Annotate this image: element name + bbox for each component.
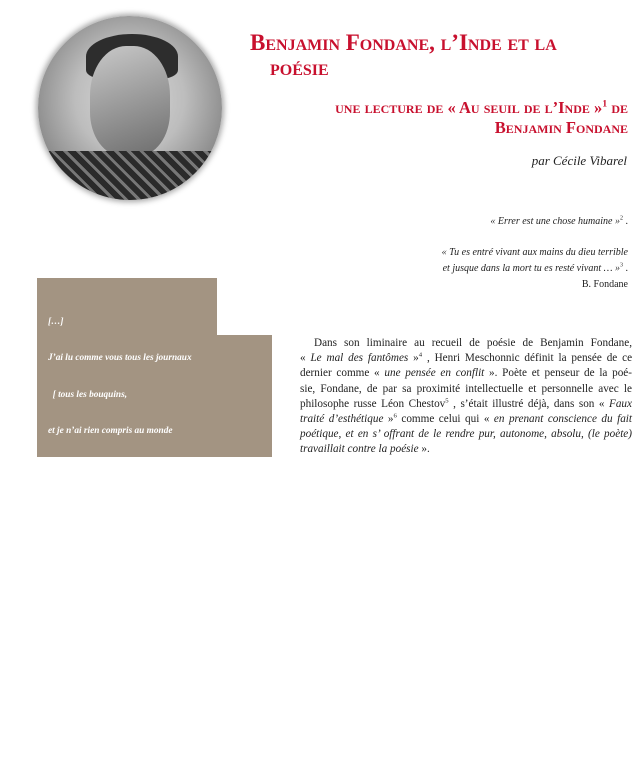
epigraph-line: et jusque dans la mort tu es resté vivant … » (442, 263, 620, 274)
book-title: Le mal des fantômes (310, 352, 409, 365)
epigraph-punct: . (623, 263, 628, 274)
body-line (300, 442, 632, 457)
subtitle-text: une lecture de « Au seuil de l’Inde » (335, 98, 603, 117)
poem-line: J’ai lu comme vous tous les journaux (48, 353, 192, 364)
quote: poétique, et en s’ offrant de le rendre pur, autonome, absolu, (le poète) (300, 428, 632, 441)
portrait-face (90, 46, 170, 156)
title-line-2: poésie (270, 55, 329, 80)
footnote-ref[interactable]: 4 (418, 351, 423, 359)
body-line (300, 397, 632, 412)
text: dernier comme « (300, 367, 385, 380)
poem-line: bien qu’il me soit souvent arrivé d’affirmer (48, 498, 216, 509)
author-byline: par Cécile Vibarel (531, 153, 627, 168)
body-line (300, 351, 632, 366)
poem-line: et je n’ai rien compris au monde (48, 426, 173, 437)
footnote-ref[interactable]: 5 (445, 397, 449, 405)
body-line (300, 412, 632, 427)
footnote-ref[interactable]: 2 (620, 215, 623, 222)
book-title: Faux (609, 397, 632, 410)
text: , Henri Meschonnic définit la pensée de ce (422, 352, 633, 365)
poem-line: et je n’ai rien compris à l’homme, (48, 462, 178, 473)
text: » (408, 352, 419, 365)
footnote-ref[interactable]: 6 (393, 412, 397, 420)
subtitle-line-1 (335, 98, 628, 118)
footnote-ref[interactable]: 1 (602, 98, 608, 110)
book-title: traité d’esthétique (300, 413, 384, 426)
footnote-ref[interactable]: 3 (620, 262, 623, 269)
poem-box-notch (217, 278, 272, 335)
poem-line: elle est entrée toute en mes yeux étonnés, (48, 680, 205, 690)
article-title (250, 30, 630, 80)
epigraph-line: « Tu es entré vivant aux mains du dieu terrible (441, 247, 628, 258)
body-line: sie, Fondane, de par sa proximité intellectuelle et personnelle avec le (300, 382, 632, 395)
text: » (383, 413, 394, 426)
poem-line: Et quand la mort, la mort est venue, peut-être (48, 571, 223, 582)
epigraph-punct: . (623, 216, 628, 227)
article-subtitle (335, 98, 628, 138)
text: « (300, 352, 311, 365)
author-portrait-photo (38, 16, 222, 200)
body-line (300, 366, 632, 381)
poem-line: avez-vous mieux compris que moi ? (48, 752, 185, 763)
poem-excerpt (48, 292, 225, 776)
body-line (300, 427, 632, 442)
poem-line: étonnés de si peu comprendre – (48, 716, 169, 727)
text: ». (418, 443, 430, 456)
epigraph-text: « Errer est une chose humaine » (490, 216, 620, 227)
title-line-1: Benjamin Fondane, l’Inde et la (250, 30, 557, 55)
text: ». Poète et penseur de la poé- (484, 367, 632, 380)
poem-line: ai-je prétendu savoir ce qu’elle était mais vrai, (48, 607, 226, 618)
subtitle-line-2: Benjamin Fondane (494, 118, 628, 137)
epigraph-1 (490, 214, 628, 230)
text: philosophe russe Léon Chestov (300, 397, 446, 410)
quote: une pensée en conflit (384, 367, 485, 380)
body-line: Dans son liminaire au recueil de poésie de Benjamin Fondane, (314, 337, 632, 349)
poem-line: […] (48, 317, 64, 328)
subtitle-text: de (607, 98, 628, 117)
poem-line: [ tous les bouquins, (48, 389, 128, 400)
quote: travaillait contre la poésie (300, 443, 419, 456)
poem-line: le contraire. (48, 534, 95, 545)
poem-line: je puis vous le dire à cette heure, (48, 643, 173, 654)
text: , s’était illustré déjà, dans son « (448, 397, 609, 410)
text: comme celui qui « (396, 413, 494, 426)
quote: en prenant conscience du fait (493, 413, 633, 426)
epigraph-2 (442, 245, 628, 293)
body-paragraph (300, 336, 632, 458)
portrait-shirt (48, 151, 218, 200)
epigraph-attribution: B. Fondane (581, 279, 628, 290)
